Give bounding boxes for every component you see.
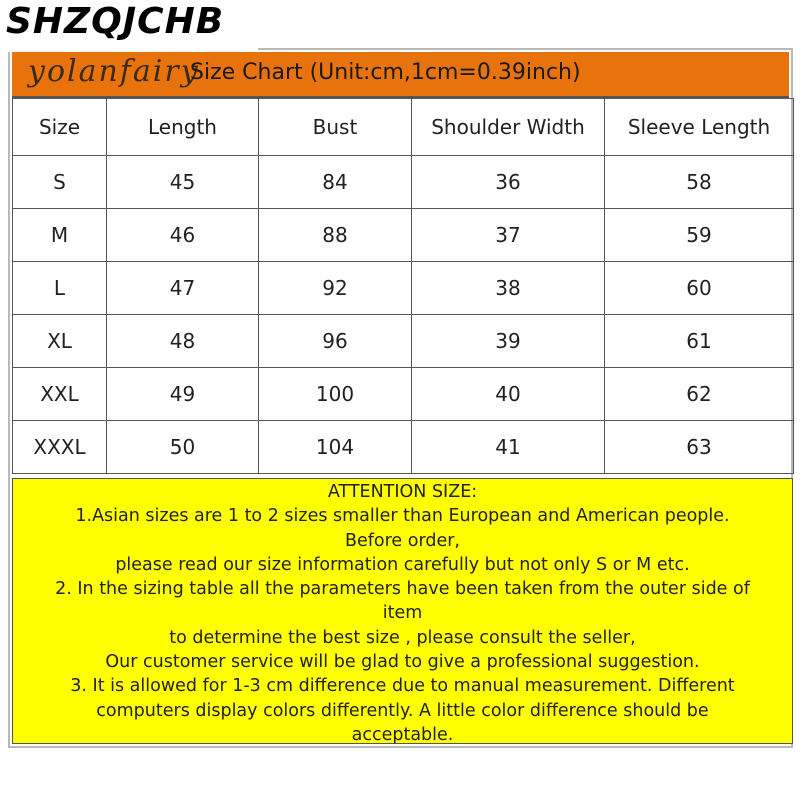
cell-size: L bbox=[13, 262, 107, 315]
table-header-row bbox=[13, 99, 794, 156]
cell-sleeve-length: 60 bbox=[605, 262, 794, 315]
table-row bbox=[13, 368, 794, 421]
cell-length: 50 bbox=[107, 421, 259, 474]
column-header-shoulder-width: Shoulder Width bbox=[412, 99, 605, 156]
table-row bbox=[13, 421, 794, 474]
size-chart-header bbox=[12, 52, 789, 98]
notes-line: item bbox=[382, 603, 423, 624]
cell-size: XL bbox=[13, 315, 107, 368]
notes-line: Before order, bbox=[344, 530, 460, 551]
table-row bbox=[13, 156, 794, 209]
notes-line: 1.Asian sizes are 1 to 2 sizes smaller than European and American people. bbox=[75, 506, 730, 527]
size-table bbox=[12, 98, 794, 474]
cell-length: 47 bbox=[107, 262, 259, 315]
notes-line: acceptable. bbox=[351, 724, 454, 745]
cell-bust: 88 bbox=[259, 209, 412, 262]
cell-sleeve-length: 58 bbox=[605, 156, 794, 209]
notes-line: please read our size information carefully but not only S or M etc. bbox=[115, 554, 690, 575]
notes-line: computers display colors differently. A little color difference should be bbox=[96, 700, 709, 721]
cell-sleeve-length: 63 bbox=[605, 421, 794, 474]
table-row bbox=[13, 262, 794, 315]
cell-size: S bbox=[13, 156, 107, 209]
notes-line: Our customer service will be glad to give a professional suggestion. bbox=[105, 652, 700, 673]
brand-logo-text: SHZQJCHB bbox=[6, 0, 258, 52]
notes-line: 3. It is allowed for 1-3 cm difference due to manual measurement. Different bbox=[70, 676, 735, 697]
table-row bbox=[13, 315, 794, 368]
cell-bust: 92 bbox=[259, 262, 412, 315]
cell-length: 48 bbox=[107, 315, 259, 368]
cell-length: 49 bbox=[107, 368, 259, 421]
column-header-length: Length bbox=[107, 99, 259, 156]
column-header-bust: Bust bbox=[259, 99, 412, 156]
cell-sleeve-length: 59 bbox=[605, 209, 794, 262]
cell-shoulder-width: 36 bbox=[412, 156, 605, 209]
size-chart-sheet bbox=[8, 48, 793, 748]
cell-sleeve-length: 61 bbox=[605, 315, 794, 368]
cell-length: 46 bbox=[107, 209, 259, 262]
notes-heading: ATTENTION SIZE: bbox=[327, 482, 478, 502]
cell-shoulder-width: 40 bbox=[412, 368, 605, 421]
notes-line: to determine the best size , please consult the seller, bbox=[169, 627, 636, 648]
cell-shoulder-width: 41 bbox=[412, 421, 605, 474]
cell-size: XXXL bbox=[13, 421, 107, 474]
cell-size: M bbox=[13, 209, 107, 262]
cell-bust: 84 bbox=[259, 156, 412, 209]
column-header-size: Size bbox=[13, 99, 107, 156]
cell-bust: 104 bbox=[259, 421, 412, 474]
header-watermark: yolanfairy bbox=[28, 54, 200, 89]
cell-size: XXL bbox=[13, 368, 107, 421]
notes-line: 2. In the sizing table all the parameters have been taken from the outer side of bbox=[55, 579, 750, 600]
cell-bust: 100 bbox=[259, 368, 412, 421]
cell-shoulder-width: 39 bbox=[412, 315, 605, 368]
cell-shoulder-width: 37 bbox=[412, 209, 605, 262]
cell-bust: 96 bbox=[259, 315, 412, 368]
cell-shoulder-width: 38 bbox=[412, 262, 605, 315]
attention-notes bbox=[12, 478, 793, 744]
table-row bbox=[13, 209, 794, 262]
column-header-sleeve-length: Sleeve Length bbox=[605, 99, 794, 156]
cell-length: 45 bbox=[107, 156, 259, 209]
size-chart-title: Size Chart (Unit:cm,1cm=0.39inch) bbox=[190, 60, 581, 85]
cell-sleeve-length: 62 bbox=[605, 368, 794, 421]
